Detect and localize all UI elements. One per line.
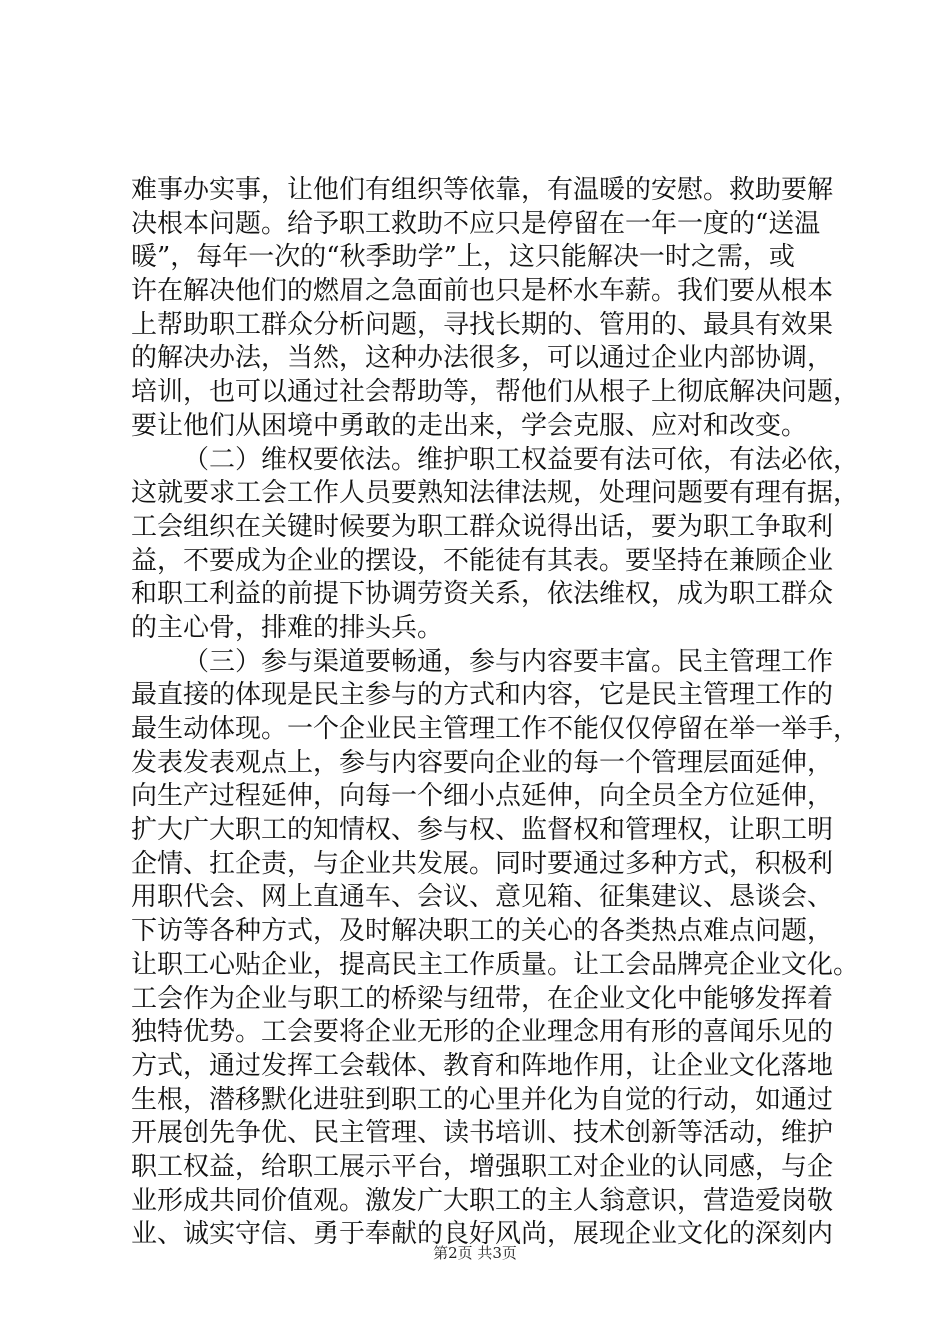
text-line: 扩大广大职工的知情权、参与权、监督权和管理权，让职工明 xyxy=(131,815,834,846)
text-line: 方式，通过发挥工会载体、教育和阵地作用，让企业文化落地 xyxy=(131,1050,834,1081)
text-line: 工会组织在关键时候要为职工群众说得出话，要为职工争取利 xyxy=(131,511,834,542)
body-text xyxy=(131,174,860,1252)
text-line: 业、诚实守信、勇于奉献的良好风尚，展现企业文化的深刻内 xyxy=(131,1219,834,1250)
text-line: 开展创先争优、民主管理、读书培训、技术创新等活动，维护 xyxy=(131,1118,834,1149)
text-line: 工会作为企业与职工的桥梁与纽带，在企业文化中能够发挥着 xyxy=(131,983,834,1014)
text-line: 最生动体现。一个企业民主管理工作不能仅仅停留在举一举手， xyxy=(131,714,860,744)
text-line: 和职工利益的前提下协调劳资关系，依法维权，成为职工群众 xyxy=(131,579,834,610)
text-line: 益，不要成为企业的摆设，不能徒有其表。要坚持在兼顾企业 xyxy=(131,545,834,576)
text-line: 难事办实事，让他们有组织等依靠，有温暖的安慰。救助要解 xyxy=(131,175,834,205)
text-line: 的解决办法，当然，这种办法很多，可以通过企业内部协调， xyxy=(131,343,834,374)
section-heading-line: （二）维权要依法。维护职工权益要有法可依，有法必依， xyxy=(183,444,860,475)
text-line: 业形成共同价值观。激发广大职工的主人翁意识，营造爱岗敬 xyxy=(131,1185,834,1216)
text-line: 决根本问题。给予职工救助不应只是停留在一年一度的“送温 xyxy=(131,208,821,239)
text-line: 用职代会、网上直通车、会议、意见箱、征集建议、恳谈会、 xyxy=(131,882,834,913)
text-line: 的主心骨，排难的排头兵。 xyxy=(131,612,444,643)
text-line: 向生产过程延伸，向每一个细小点延伸，向全员全方位延伸， xyxy=(131,781,834,812)
section-heading-line: （三）参与渠道要畅通，参与内容要丰富。民主管理工作 xyxy=(183,646,834,677)
text-line: 最直接的体现是民主参与的方式和内容，它是民主管理工作的 xyxy=(131,680,834,711)
text-line: 下访等各种方式，及时解决职工的关心的各类热点难点问题， xyxy=(131,916,834,947)
text-line: 这就要求工会工作人员要熟知法律法规，处理问题要有理有据， xyxy=(131,478,860,509)
text-line: 培训，也可以通过社会帮助等，帮他们从根子上彻底解决问题， xyxy=(131,377,860,408)
text-line: 企情、扛企责，与企业共发展。同时要通过多种方式，积极利 xyxy=(131,848,834,879)
text-line: 许在解决他们的燃眉之急面前也只是杯水车薪。我们要从根本 xyxy=(131,276,834,307)
text-line: 让职工心贴企业，提高民主工作质量。让工会品牌亮企业文化。 xyxy=(131,949,860,980)
text-line: 独特优势。工会要将企业无形的企业理念用有形的喜闻乐见的 xyxy=(131,1017,834,1048)
text-line: 暖”，每年一次的“秋季助学”上，这只能解决一时之需，或 xyxy=(131,242,795,273)
text-line: 上帮助职工群众分析问题，寻找长期的、管用的、最具有效果 xyxy=(131,309,834,340)
page-number-footer: 第2页 共3页 xyxy=(433,1244,517,1262)
text-line: 职工权益，给职工展示平台，增强职工对企业的认同感，与企 xyxy=(131,1151,834,1182)
text-line: 生根，潜移默化进驻到职工的心里并化为自觉的行动，如通过 xyxy=(131,1084,834,1115)
text-line: 发表发表观点上，参与内容要向企业的每一个管理层面延伸， xyxy=(131,747,834,778)
text-line: 要让他们从困境中勇敢的走出来，学会克服、应对和改变。 xyxy=(131,410,808,441)
